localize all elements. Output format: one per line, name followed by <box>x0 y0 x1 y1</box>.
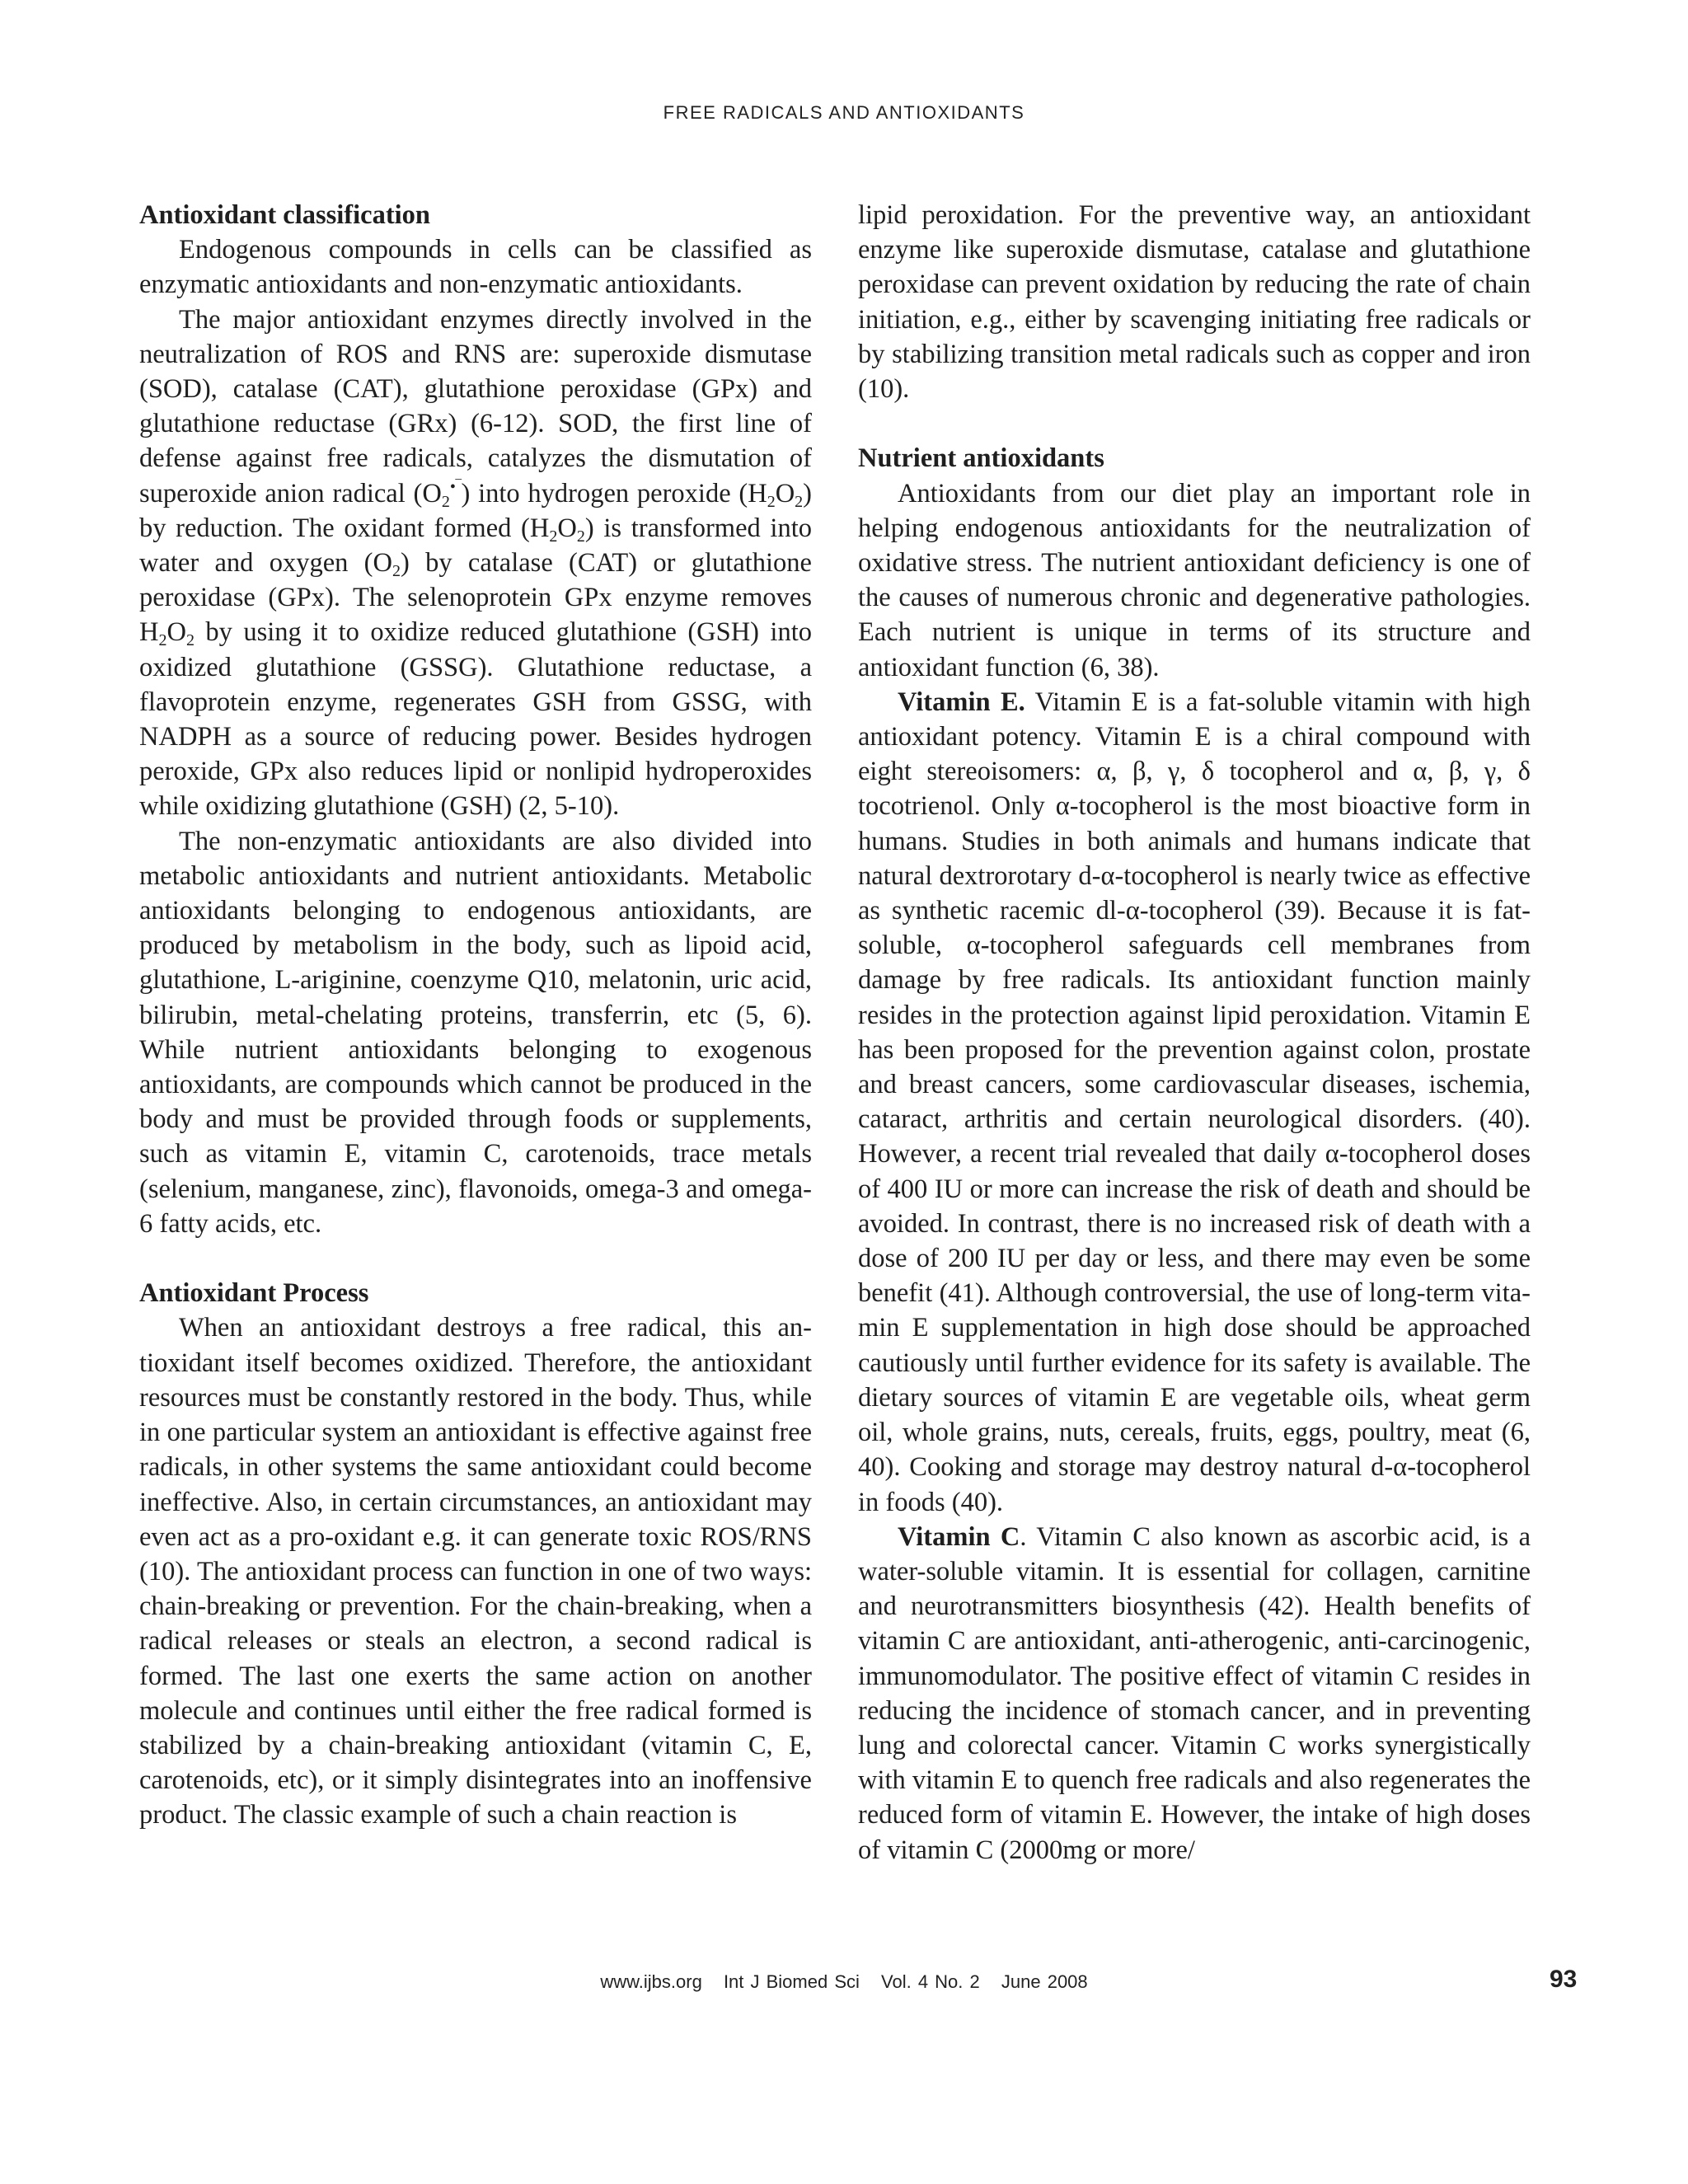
journal-website: www.ijbs.org <box>600 1971 702 1992</box>
paragraph-vitamin-c: Vitamin C. Vitamin C also known as ascorbic acid, is a water-soluble vitamin. It is essential for collagen, carnitine and neurotransmitters biosynthesis (42). Health benefits of vitamin C are antioxidant, anti-atherogenic, anti-carcinogenic, immunomodulator. The positive effect of vitamin C resides in reducing the incidence of stomach cancer, and in preventing lung and colorectal cancer. Vitamin C works synergistically with vitamin E to quench free radicals and also regenerates the reduced form of vitamin E. However, the intake of high doses of vitamin C (2000mg or more/ <box>858 1521 1531 1865</box>
paragraph-continued: lipid peroxidation. For the preventive way, an antioxidant enzyme like superoxide dismutase, catalase and glutathione peroxidase can prevent oxidation by reducing the rate of chain initiation, e.g., either by scavenging initiating free radicals or by stabilizing transition metal radicals such as copper and iron (10). <box>858 200 1531 405</box>
footer <box>0 1971 1688 1993</box>
run-in-heading: Vitamin C <box>898 1521 1020 1552</box>
paragraph: The non-enzymatic antioxidants are also divided into metabolic antioxidants and nutrient antioxidants. Metabolic antioxidants belonging to endogenous antioxidants, are produced by metabolism in the body, such as lipoid acid, glutathione, L-ariginine, coenzyme Q10, melatonin, uric acid, bilirubin, metal-chelating proteins, transferrin, etc (5, 6). While nutrient antioxidants belonging to exogenous antioxidants, are compounds which cannot be produced in the body and must be provided through foods or supplements, such as vitamin E, vitamin C, carotenoids, trace metals (selenium, manganese, zinc), flavonoids, omega-3 and omega-6 fatty acids, etc. <box>139 826 812 1239</box>
journal-date: June 2008 <box>1001 1971 1088 1992</box>
journal-name: Int J Biomed Sci <box>723 1971 860 1992</box>
left-column <box>139 198 812 1833</box>
running-title: FREE RADICALS AND ANTIOXIDANTS <box>663 102 1025 123</box>
paragraph-vitamin-e: Vitamin E. Vitamin E is a fat-soluble vitamin with high antioxidant potency. Vitamin E is a chiral compound with eight stereoisomers: α, β, γ, δ tocopherol and α, β, γ, δ tocotrienol. Only α-tocopherol is the most bioactive form in humans. Studies in both animals and humans indicate that natural dextrorotary d-α-tocopherol is nearly twice as effective as synthetic racemic dl-α-tocopherol (39). Because it is fat-soluble, α-tocopherol safeguards cell membranes from damage by free radicals. Its antioxidant function mainly resides in the protection against lipid peroxidation. Vitamin E has been proposed for the prevention against colon, prostate and breast cancers, some cardiovascular diseases, ischemia, cataract, arthritis and certain neurological disorders. (40). However, a recent trial revealed that daily α-tocopherol doses of 400 IU or more can increase the risk of death and should be avoided. In contrast, there is no increased risk of death with a dose of 200 IU per day or less, and there may even be some benefit (41). Although controversial, the use of long-term vitamin E supplementation in high dose should be approached cautiously until further evidence for its safety is available. The dietary sources of vitamin E are vegetable oils, wheat germ oil, whole grains, nuts, cereals, fruits, eggs, poultry, meat (6, 40). Cooking and storage may destroy natural d-α-tocopherol in foods (40). <box>858 687 1531 1517</box>
section-heading-nutrient-antioxidants: Nutrient antioxidants <box>858 443 1104 474</box>
paragraph-enzymes: The major antioxidant enzymes directly involved in the neutralization of ROS and RNS are: superoxide dismutase (SOD), catalase (CAT), glutathione peroxidase (GPx) and glutathione reductase (GRx) (6-12). SOD, the first line of defense against free radicals, catalyzes the dismutation of superoxide anion radical $(O_2^{•‾})$ into hydrogen peroxide $(H_2O_2)$ by reduction. The oxidant formed $(H_2O_2)$ is transformed into water and oxygen $(O_2)$ by catalase (CAT) or glutathione peroxidase (GPx). The selenoprotein GPx enzyme removes $H_2O_2$ by using it to oxidize reduced glutathione (GSH) into oxidized glutathione (GSSG). Glutathione reductase, a flavoprotein enzyme, regenerates GSH from GSSG, with NADPH as a source of reducing power. Besides hydrogen peroxide, GPx also reduces lipid or nonlipid hydroperoxides while oxidizing glutathione (GSH) (2, 5-10). <box>139 304 812 822</box>
paragraph: When an antioxidant destroys a free radical, this antioxidant itself becomes oxidized. Therefore, the antioxidant resources must be constantly restored in the body. Thus, while in one particular system an antioxidant is effective against free radicals, in other systems the same antioxidant could become ineffective. Also, in certain circumstances, an antioxidant may even act as a pro-oxidant e.g. it can generate toxic ROS/RNS (10). The antioxidant process can function in one of two ways: chain-breaking or prevention. For the chain-breaking, when a radical releases or steals an electron, a second radical is formed. The last one exerts the same action on another molecule and continues until either the free radical formed is stabilized by a chain-breaking antioxidant (vitamin C, E, carotenoids, etc), or it simply disintegrates into an inoffensive product. The classic example of such a chain reaction is <box>139 1313 812 1830</box>
journal-volume: Vol. 4 No. 2 <box>881 1971 980 1992</box>
paragraph: Endogenous compounds in cells can be classified as enzymatic antioxidants and non-enzymatic antioxidants. <box>139 235 812 300</box>
right-column <box>858 198 1531 1868</box>
page-number: 93 <box>1550 1966 1578 1993</box>
section-heading-antioxidant-classification: Antioxidant classification <box>139 200 431 230</box>
paragraph: Antioxidants from our diet play an important role in helping endogenous antioxidants for the neutralization of oxidative stress. The nutrient antioxidant deficiency is one of the causes of numerous chronic and degenerative pathologies. Each nutrient is unique in terms of its structure and antioxidant function (6, 38). <box>858 478 1531 682</box>
section-heading-antioxidant-process: Antioxidant Process <box>139 1278 369 1309</box>
run-in-heading: Vitamin E. <box>898 687 1025 717</box>
